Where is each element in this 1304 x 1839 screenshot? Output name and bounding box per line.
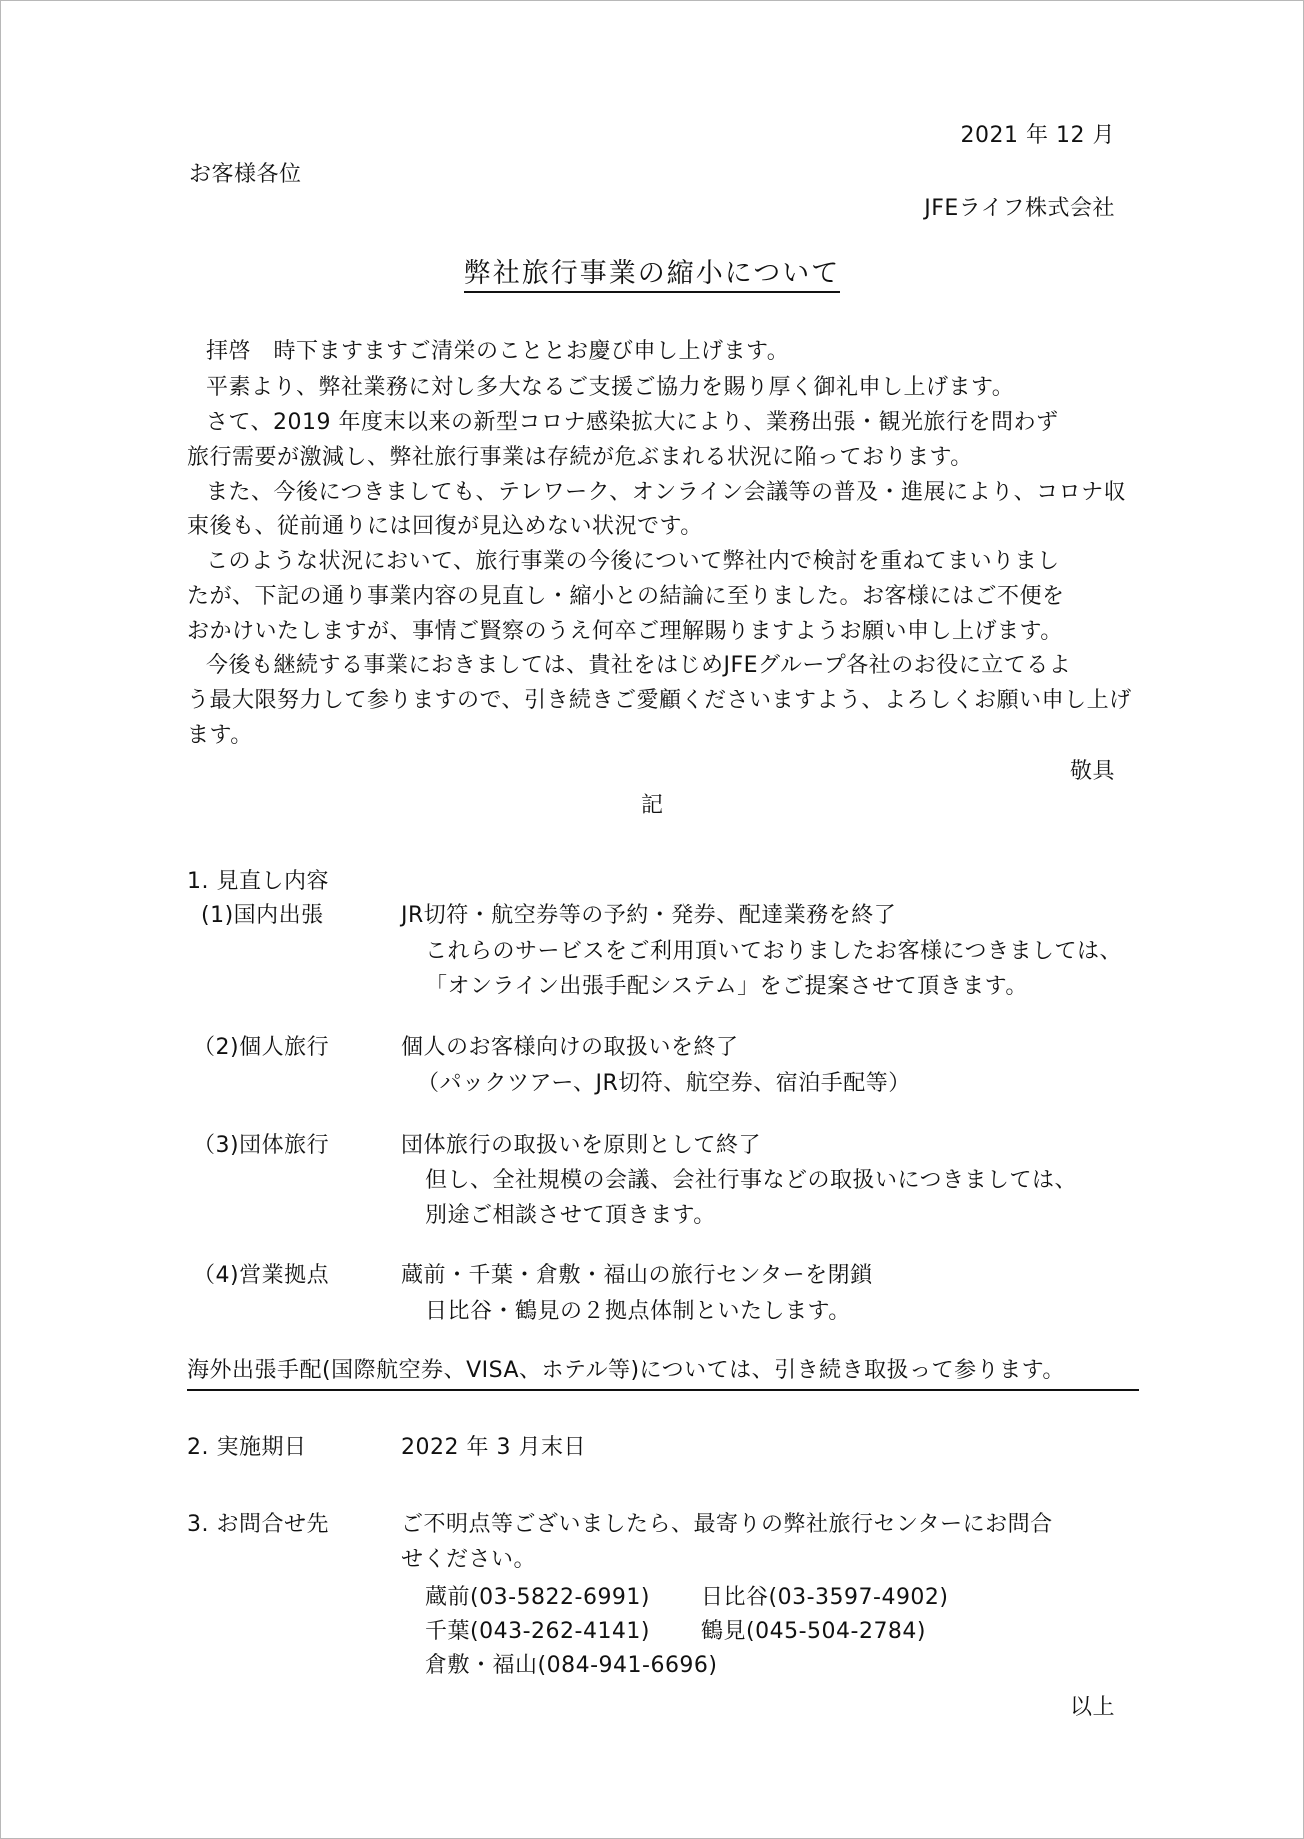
section3-text-2: せください。	[401, 1547, 537, 1572]
document-date: 2021 年 12 月	[960, 123, 1115, 148]
item3-sub-2: 別途ご相談させて頂きます。	[425, 1203, 716, 1228]
closing-keigu: 敬具	[1069, 759, 1115, 784]
document-title: 弊社旅行事業の縮小について	[464, 258, 840, 293]
item4-main: 蔵前・千葉・倉敷・福山の旅行センターを閉鎖	[401, 1263, 873, 1288]
item4-label: （4)営業拠点	[193, 1263, 330, 1288]
body-line-10: 今後も継続する事業におきましては、貴社をはじめJFEグループ各社のお役に立てるよ	[206, 653, 1072, 678]
body-line-7: このような状況において、旅行事業の今後について弊社内で検討を重ねてまいりまし	[206, 549, 1060, 574]
item3-label: （3)団体旅行	[193, 1133, 330, 1158]
body-line-1: 拝啓 時下ますますご清栄のこととお慶び申し上げます。	[206, 339, 790, 364]
sender-company: JFEライフ株式会社	[924, 196, 1115, 221]
body-line-11: う最大限努力して参りますので、引き続きご愛顧くださいますよう、よろしくお願い申し上げ	[187, 688, 1132, 713]
item2-label: （2)個人旅行	[193, 1035, 330, 1060]
body-line-9: おかけいたしますが、事情ご賢察のうえ何卒ご理解賜りますようお願い申し上げます。	[187, 619, 1063, 644]
item1-label: (1)国内出張	[201, 903, 324, 928]
ki-mark: 記	[641, 793, 664, 818]
section1-heading: 1. 見直し内容	[187, 869, 329, 894]
body-line-12: ます。	[187, 723, 253, 748]
body-line-4: 旅行需要が激減し、弊社旅行事業は存続が危ぶまれる状況に陥っております。	[187, 445, 973, 470]
body-line-5: また、今後につきましても、テレワーク、オンライン会議等の普及・進展により、コロナ収	[206, 480, 1127, 505]
addressee: お客様各位	[189, 162, 302, 187]
item3-sub-1: 但し、全社規模の会議、会社行事などの取扱いにつきましては、	[425, 1168, 1078, 1193]
item1-sub-2: 「オンライン出張手配システム」をご提案させて頂きます。	[425, 974, 1028, 999]
item2-sub-1: （パックツアー、JR切符、航空券、宿泊手配等）	[417, 1071, 911, 1096]
item3-main: 団体旅行の取扱いを原則として終了	[401, 1133, 762, 1158]
section2-value: 2022 年 3 月末日	[401, 1435, 586, 1460]
body-line-6: 束後も、従前通りには回復が見込めない状況です。	[187, 514, 703, 539]
contact-kurashiki-fukuyama: 倉敷・福山(084-941-6696)	[425, 1653, 718, 1678]
overseas-note: 海外出張手配(国際航空券、VISA、ホテル等)については、引き続き取扱って参ります。	[187, 1354, 1139, 1391]
item2-main: 個人のお客様向けの取扱いを終了	[401, 1035, 739, 1060]
section2-heading: 2. 実施期日	[187, 1435, 307, 1460]
body-line-3: さて、2019 年度末以来の新型コロナ感染拡大により、業務出張・観光旅行を問わず	[206, 410, 1059, 435]
section3-heading: 3. お問合せ先	[187, 1512, 329, 1537]
contact-kuramae: 蔵前(03-5822-6991)	[425, 1585, 651, 1610]
end-ijou: 以上	[1069, 1695, 1115, 1720]
body-line-2: 平素より、弊社業務に対し多大なるご支援ご協力を賜り厚く御礼申し上げます。	[206, 375, 1015, 400]
section3-text-1: ご不明点等ございましたら、最寄りの弊社旅行センターにお問合	[401, 1512, 1053, 1537]
contact-hibiya: 日比谷(03-3597-4902)	[701, 1585, 949, 1610]
title-wrap	[1, 257, 1303, 291]
contact-chiba: 千葉(043-262-4141)	[425, 1619, 651, 1644]
item1-main: JR切符・航空券等の予約・発券、配達業務を終了	[401, 903, 897, 928]
contact-tsurumi: 鶴見(045-504-2784)	[701, 1619, 927, 1644]
item4-sub-1: 日比谷・鶴見の２拠点体制といたします。	[425, 1299, 851, 1324]
body-line-8: たが、下記の通り事業内容の見直し・縮小との結論に至りました。お客様にはご不便を	[187, 584, 1065, 609]
item1-sub-1: これらのサービスをご利用頂いておりましたお客様につきましては、	[425, 939, 1123, 964]
